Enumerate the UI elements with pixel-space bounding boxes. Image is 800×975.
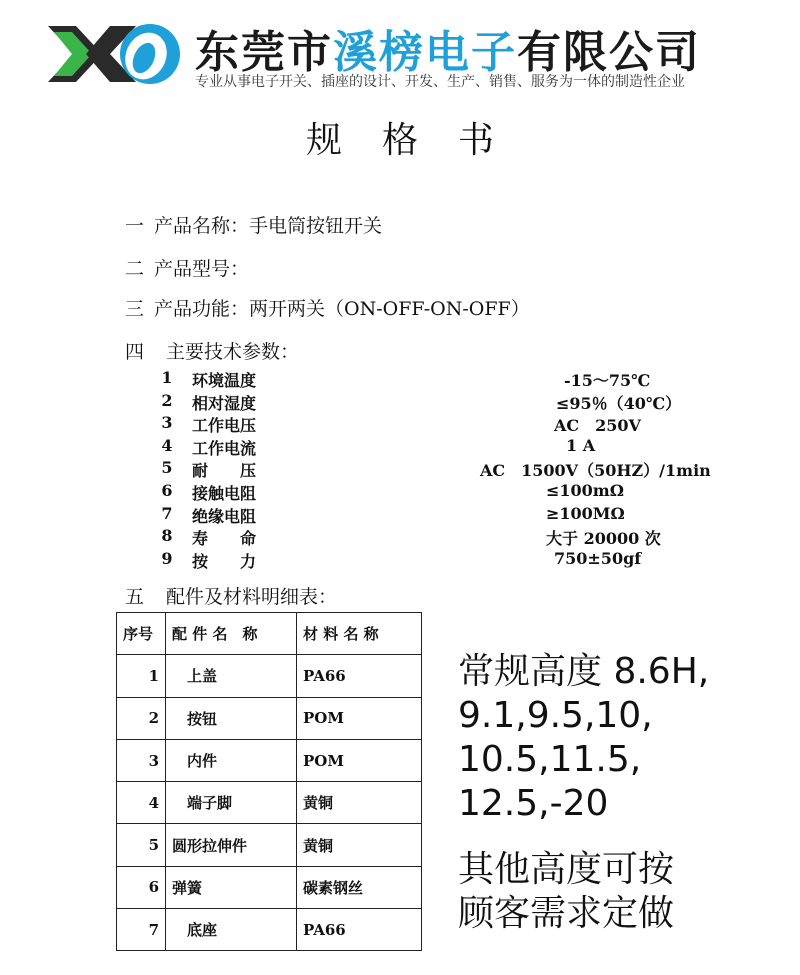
param-row: 7 绝缘电阻 ≥100MΩ (161, 503, 625, 526)
param-row: 2 相对湿度 ≤95％（40℃） (161, 390, 682, 413)
table-row (117, 824, 422, 866)
cell-no: 2 (117, 697, 166, 739)
table-row (117, 909, 422, 951)
company-header (0, 0, 800, 100)
cell-material: 黄铜 (297, 782, 422, 824)
cell-no: 3 (117, 739, 166, 781)
cell-no: 1 (117, 655, 166, 697)
param-row: 9 按 力 750±50gf (161, 548, 642, 571)
cell-material: 碳素钢丝 (297, 866, 422, 908)
cell-part: 端子脚 (166, 782, 297, 824)
section-tech-params: 四 主要技术参数： (125, 341, 300, 363)
cell-part: 按钮 (166, 697, 297, 739)
cell-no: 5 (117, 824, 166, 866)
cell-no: 4 (117, 782, 166, 824)
company-name: 东莞市溪榜电子有限公司 (195, 27, 701, 78)
table-row (117, 782, 422, 824)
cell-no: 6 (117, 866, 166, 908)
company-slogan: 专业从事电子开关、插座的设计、开发、生产、销售、服务为一体的制造性企业 (195, 74, 685, 90)
param-row: 1 环境温度 -15～75℃ (161, 368, 651, 390)
custom-height-note (458, 848, 674, 936)
param-row: 6 接触电阻 ≤100mΩ (161, 480, 624, 503)
cell-material: POM (297, 739, 422, 781)
cell-part: 圆形拉伸件 (166, 824, 297, 866)
table-row (117, 697, 422, 739)
column-header: 材 料 名 称 (297, 613, 422, 655)
column-header: 序号 (117, 613, 166, 655)
note-line: 顾客需求定做 (458, 893, 675, 934)
cell-material: 黄铜 (297, 824, 422, 866)
cell-material: PA66 (297, 655, 422, 697)
cell-no: 7 (117, 909, 166, 951)
cell-material: POM (297, 697, 422, 739)
cell-part: 上盖 (166, 655, 297, 697)
section-product-model: 二 产品型号： (125, 258, 250, 280)
param-row: 4 工作电流 1 A (161, 435, 596, 458)
cell-part: 内件 (166, 739, 297, 781)
cell-part: 底座 (166, 909, 297, 951)
table-row (117, 655, 422, 697)
cell-part: 弹簧 (166, 866, 297, 908)
note-line: 常规高度 8.6H, (458, 651, 710, 692)
company-logo (40, 14, 185, 94)
param-row: 3 工作电压 AC 250V (161, 413, 641, 436)
column-header: 配 件 名 称 (166, 613, 297, 655)
param-row: 5 耐 压 AC 1500V（50HZ）/1min (161, 458, 711, 481)
section-product-function: 三 产品功能：两开两关（ON-OFF-ON-OFF） (125, 298, 530, 320)
tech-params-list (160, 368, 720, 571)
cell-material: PA66 (297, 909, 422, 951)
note-line: 12.5,-20 (458, 783, 609, 824)
table-header-row (117, 613, 422, 655)
param-row: 8 寿 命 大于 20000 次 (161, 526, 661, 549)
height-options-note (458, 650, 709, 826)
section-parts-list: 五 配件及材料明细表： (125, 586, 338, 608)
parts-table (116, 612, 422, 951)
note-line: 9.1,9.5,10, (458, 695, 653, 736)
table-row (117, 739, 422, 781)
page-title: 规格书 (305, 120, 534, 161)
note-line: 其他高度可按 (458, 849, 675, 890)
table-row (117, 866, 422, 908)
section-product-name: 一 产品名称：手电筒按钮开关 (125, 215, 383, 237)
note-line: 10.5,11.5, (458, 739, 642, 780)
